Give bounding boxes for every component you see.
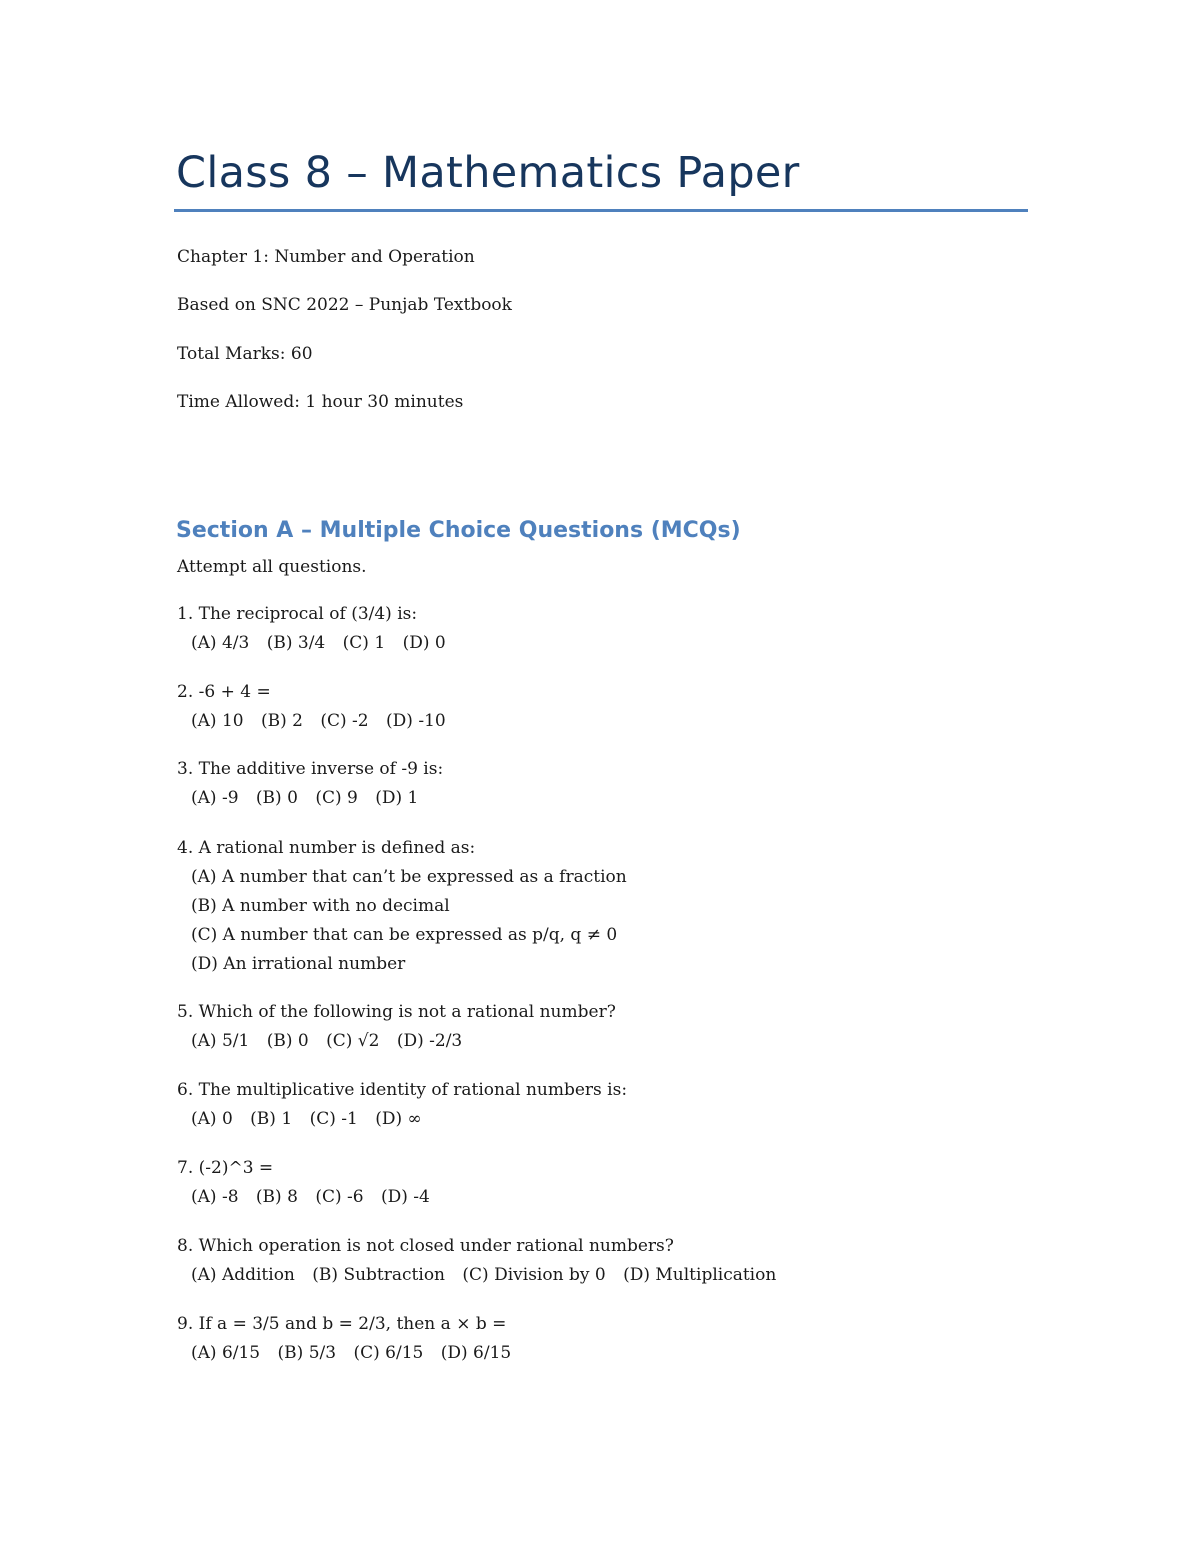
option-b: (B) 1: [250, 1109, 293, 1129]
option-d: (D) 6/15: [440, 1343, 512, 1363]
question-text: 8. Which operation is not closed under rational numbers?: [177, 1236, 674, 1256]
answer-options: [177, 1261, 788, 1290]
syllabus-line: Based on SNC 2022 – Punjab Textbook: [177, 295, 512, 315]
option-c: (C) Division by 0: [462, 1265, 606, 1285]
question-7: [177, 1154, 442, 1212]
option-b: (B) 2: [260, 711, 303, 731]
option-a: (A) 4/3: [191, 633, 250, 653]
question-text: 9. If a = 3/5 and b = 2/3, then a × b =: [177, 1314, 507, 1334]
question-1: [177, 600, 458, 658]
option-b: (B) A number with no decimal: [191, 896, 450, 916]
time-allowed-line: Time Allowed: 1 hour 30 minutes: [177, 392, 464, 412]
answer-options: [177, 784, 443, 813]
option-c: (C) -6: [315, 1187, 364, 1207]
question-text: 6. The multiplicative identity of rational numbers is:: [177, 1080, 628, 1100]
answer-options: [177, 1027, 616, 1056]
question-text: 2. -6 + 4 =: [177, 682, 271, 702]
option-d: (D) Multiplication: [623, 1265, 777, 1285]
option-c: (C) -1: [309, 1109, 358, 1129]
option-a: (A) Addition: [191, 1265, 295, 1285]
option-d: (D) 0: [402, 633, 446, 653]
section-a-heading: Section A – Multiple Choice Questions (MCQs): [176, 518, 741, 543]
question-3: [177, 755, 443, 813]
option-d: (D) -4: [380, 1187, 430, 1207]
option-d: (D) -10: [386, 711, 446, 731]
option-d: (D) ∞: [375, 1109, 422, 1129]
option-c: (C) -2: [320, 711, 369, 731]
option-c: (C) 9: [315, 788, 358, 808]
option-d: (D) -2/3: [396, 1031, 463, 1051]
option-a: (A) -8: [191, 1187, 239, 1207]
question-text: 4. A rational number is defined as:: [177, 838, 476, 858]
option-b: (B) 0: [255, 788, 298, 808]
option-a: (A) A number that can’t be expressed as a fraction: [191, 867, 627, 887]
option-b: (B) 5/3: [277, 1343, 337, 1363]
page-title: Class 8 – Mathematics Paper: [176, 148, 800, 198]
answer-options: [177, 707, 458, 736]
answer-options: [177, 1183, 442, 1212]
option-b: (B) 0: [266, 1031, 309, 1051]
question-6: [177, 1076, 627, 1134]
question-5: [177, 998, 616, 1056]
option-c: (C) 6/15: [353, 1343, 424, 1363]
title-underline: [174, 209, 1028, 212]
question-9: [177, 1310, 523, 1368]
total-marks-line: Total Marks: 60: [177, 344, 313, 364]
question-text: 7. (-2)^3 =: [177, 1158, 274, 1178]
option-a: (A) 10: [191, 711, 244, 731]
option-b: (B) Subtraction: [312, 1265, 446, 1285]
question-2: [177, 678, 458, 736]
option-a: (A) -9: [191, 788, 239, 808]
answer-options: [177, 1339, 523, 1368]
option-a: (A) 6/15: [191, 1343, 261, 1363]
option-c: (C) 1: [342, 633, 386, 653]
question-text: 3. The additive inverse of -9 is:: [177, 759, 444, 779]
section-a-instructions: Attempt all questions.: [177, 557, 367, 577]
question-text: 1. The reciprocal of (3/4) is:: [177, 604, 418, 624]
option-a: (A) 5/1: [191, 1031, 250, 1051]
option-b: (B) 3/4: [266, 633, 326, 653]
option-c: (C) √2: [326, 1031, 380, 1051]
option-d: (D) An irrational number: [191, 954, 406, 974]
chapter-line: Chapter 1: Number and Operation: [177, 247, 475, 267]
option-a: (A) 0: [191, 1109, 233, 1129]
question-4: [177, 834, 627, 979]
option-b: (B) 8: [255, 1187, 298, 1207]
question-text: 5. Which of the following is not a rational number?: [177, 1002, 616, 1022]
answer-options: [177, 863, 627, 979]
answer-options: [177, 629, 458, 658]
answer-options: [177, 1105, 627, 1134]
question-8: [177, 1232, 788, 1290]
option-d: (D) 1: [375, 788, 419, 808]
option-c: (C) A number that can be expressed as p/q, q ≠ 0: [191, 925, 618, 945]
